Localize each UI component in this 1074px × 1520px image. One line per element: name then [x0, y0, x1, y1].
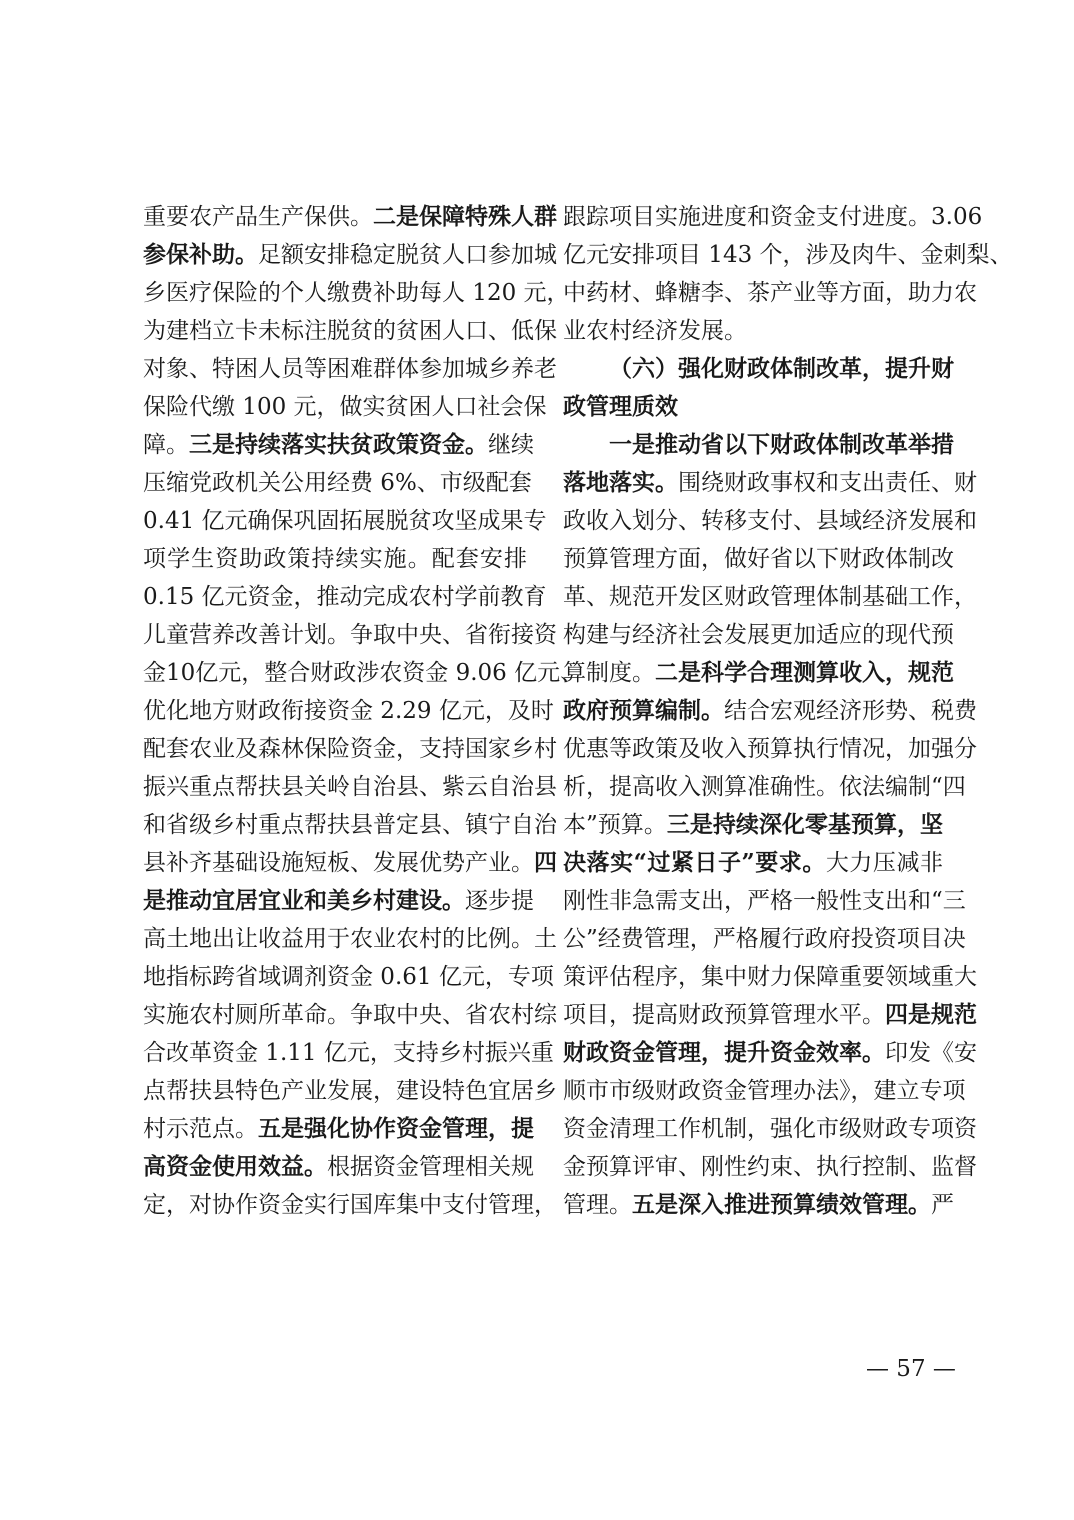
- left-column-line: [143, 730, 557, 768]
- text-run: 资金清理工作机制，强化市级财政专项资: [563, 1116, 977, 1142]
- text-run: 压缩党政机关公用经费 6%、市级配套: [143, 470, 532, 496]
- bold-text-run: 高资金使用效益。: [143, 1153, 327, 1180]
- left-column-line: [143, 426, 534, 464]
- right-text-column: [563, 198, 1013, 1224]
- right-column-line: [563, 882, 966, 920]
- text-run: 围绕财政事权和支出责任、财: [678, 470, 977, 496]
- text-run: 对象、特困人员等困难群体参加城乡养老: [143, 356, 557, 382]
- left-column-line: [143, 350, 557, 388]
- left-column-line: [143, 882, 534, 920]
- right-column-line: [563, 388, 943, 426]
- bold-text-run: 三是持续深化零基预算，坚: [666, 811, 944, 838]
- text-run: 继续: [488, 432, 534, 458]
- text-run: 重要农产品生产保供。: [143, 204, 373, 230]
- right-column-line: [563, 958, 977, 996]
- bold-text-run: 二是科学合理测算收入，规范: [655, 659, 954, 686]
- text-run: 中药材、蜂糖李、茶产业等方面，助力农: [563, 280, 977, 306]
- right-column-line: [563, 540, 954, 578]
- text-run: 村示范点。: [143, 1116, 258, 1142]
- left-column-line: [143, 578, 547, 616]
- text-run: 革、规范开发区财政管理体制基础工作，: [563, 584, 977, 610]
- bold-text-run: 四是规范: [885, 1001, 977, 1028]
- text-run: 定，对协作资金实行国库集中支付管理，: [143, 1192, 557, 1218]
- text-run: 金10亿元，整合财政涉农资金 9.06 亿元、: [143, 660, 584, 686]
- bold-text-run: （六）强化财政体制改革，提升财: [609, 355, 954, 382]
- text-run: 优化地方财政衔接资金 2.29 亿元，及时: [143, 698, 554, 724]
- left-column-line: [143, 274, 570, 312]
- right-column-line: [563, 198, 983, 236]
- right-column-line: [563, 464, 977, 502]
- text-run: 构建与经济社会发展更加适应的现代预: [563, 622, 954, 648]
- left-column-line: [143, 996, 557, 1034]
- bold-text-run: 财政资金管理，提升资金效率。: [563, 1039, 885, 1066]
- left-column-line: [143, 198, 557, 236]
- right-column-line: [563, 730, 977, 768]
- text-run: 点帮扶县特色产业发展，建设特色宜居乡: [143, 1078, 557, 1104]
- right-column-line: [563, 1186, 954, 1224]
- bold-text-run: 三是持续落实扶贫政策资金。: [189, 431, 488, 458]
- text-run: 预算管理方面，做好省以下财政体制改: [563, 546, 954, 572]
- left-column-line: [143, 312, 557, 350]
- bold-text-run: 参保补助。: [143, 241, 258, 268]
- left-column-line: [143, 692, 554, 730]
- right-column-line: [563, 996, 977, 1034]
- left-column-line: [143, 768, 557, 806]
- text-run: 项目，提高财政预算管理水平。: [563, 1002, 885, 1028]
- left-column-line: [143, 464, 532, 502]
- text-run: 严: [931, 1192, 954, 1218]
- bold-text-run: 政管理质效: [563, 393, 678, 420]
- text-run: 顺市市级财政资金管理办法》，建立专项: [563, 1078, 966, 1104]
- left-column-line: [143, 616, 557, 654]
- text-run: 0.15 亿元资金，推动完成农村学前教育: [143, 584, 547, 610]
- text-run: 业农村经济发展。: [563, 318, 747, 344]
- right-column-line: [563, 616, 954, 654]
- bold-text-run: 是推动宜居宜业和美乡村建设。: [143, 887, 465, 914]
- text-run: 地指标跨省域调剂资金 0.61 亿元，专项: [143, 964, 554, 990]
- text-run: 策评估程序，集中财力保障重要领域重大: [563, 964, 977, 990]
- left-text-column: [143, 198, 584, 1224]
- right-column-line: [563, 654, 954, 692]
- left-column-line: [143, 1148, 534, 1186]
- left-column-line: [143, 1110, 534, 1148]
- bold-text-run: 二是保障特殊人群: [373, 203, 557, 230]
- left-column-line: [143, 958, 554, 996]
- left-column-line: [143, 502, 547, 540]
- right-column-line: [563, 1072, 966, 1110]
- text-run: 障。: [143, 432, 189, 458]
- text-run: 公”经费管理，严格履行政府投资项目决: [563, 926, 966, 952]
- text-run: 算制度。: [563, 660, 655, 686]
- right-column-line: [563, 1034, 977, 1072]
- text-run: 振兴重点帮扶县关岭自治县、紫云自治县: [143, 774, 557, 800]
- text-run: 优惠等政策及收入预算执行情况，加强分: [563, 736, 977, 762]
- text-run: 印发《安: [885, 1040, 977, 1066]
- text-run: 合改革资金 1.11 亿元，支持乡村振兴重: [143, 1040, 554, 1066]
- text-run: 大力压减非: [825, 850, 943, 876]
- right-column-line: [563, 844, 943, 882]
- text-run: 和省级乡村重点帮扶县普定县、镇宁自治: [143, 812, 557, 838]
- right-column-line: [563, 312, 943, 350]
- right-column-line: [563, 502, 977, 540]
- bold-text-run: 五是深入推进预算绩效管理。: [632, 1191, 931, 1218]
- left-column-line: [143, 388, 547, 426]
- bold-text-run: 五是强化协作资金管理，提: [258, 1115, 534, 1142]
- text-run: 逐步提: [465, 888, 534, 914]
- text-run: 为建档立卡未标注脱贫的贫困人口、低保: [143, 318, 557, 344]
- right-column-line: [563, 274, 977, 312]
- text-run: 实施农村厕所革命。争取中央、省农村综: [143, 1002, 557, 1028]
- right-column-line: [563, 806, 943, 844]
- text-run: 高土地出让收益用于农业农村的比例。土: [143, 926, 557, 952]
- left-column-line: [143, 1186, 557, 1224]
- left-column-line: [143, 236, 557, 274]
- text-run: 政收入划分、转移支付、县域经济发展和: [563, 508, 977, 534]
- right-column-line: [563, 692, 977, 730]
- text-run: 项学生资助政策持续实施。配套安排: [143, 546, 527, 572]
- left-column-line: [143, 920, 557, 958]
- bold-text-run: 落地落实。: [563, 469, 678, 496]
- bold-text-run: 决落实“过紧日子”要求。: [563, 849, 826, 876]
- page-number: — 57 —: [866, 1356, 956, 1382]
- left-column-line: [143, 844, 557, 882]
- bold-text-run: 四: [534, 849, 557, 876]
- right-column-line: [563, 236, 1013, 274]
- text-run: 0.41 亿元确保巩固拓展脱贫攻坚成果专: [143, 508, 547, 534]
- text-run: 金预算评审、刚性约束、执行控制、监督: [563, 1154, 977, 1180]
- text-run: 配套农业及森林保险资金，支持国家乡村: [143, 736, 557, 762]
- right-column-line: [563, 350, 954, 388]
- right-column-line: [563, 578, 977, 616]
- text-run: 亿元安排项目 143 个，涉及肉牛、金刺梨、: [563, 242, 1013, 268]
- text-run: 乡医疗保险的个人缴费补助每人 120 元，: [143, 280, 570, 306]
- text-run: 保险代缴 100 元，做实贫困人口社会保: [143, 394, 547, 420]
- text-run: 跟踪项目实施进度和资金支付进度。3.06: [563, 204, 983, 230]
- text-run: 管理。: [563, 1192, 632, 1218]
- left-column-line: [143, 1072, 557, 1110]
- left-column-line: [143, 806, 557, 844]
- text-run: 本”预算。: [563, 812, 667, 838]
- text-run: 析，提高收入测算准确性。依法编制“四: [563, 774, 966, 800]
- right-column-line: [563, 920, 966, 958]
- left-column-line: [143, 654, 584, 692]
- text-run: 儿童营养改善计划。争取中央、省衔接资: [143, 622, 557, 648]
- text-run: 刚性非急需支出，严格一般性支出和“三: [563, 888, 966, 914]
- text-run: 根据资金管理相关规: [327, 1154, 534, 1180]
- text-run: 结合宏观经济形势、税费: [724, 698, 977, 724]
- right-column-line: [563, 1148, 977, 1186]
- right-column-line: [563, 426, 954, 464]
- left-column-line: [143, 1034, 554, 1072]
- text-run: 县补齐基础设施短板、发展优势产业。: [143, 850, 534, 876]
- bold-text-run: 一是推动省以下财政体制改革举措: [609, 431, 954, 458]
- left-column-line: [143, 540, 527, 578]
- text-run: 足额安排稳定脱贫人口参加城: [258, 242, 557, 268]
- right-column-line: [563, 1110, 977, 1148]
- bold-text-run: 政府预算编制。: [563, 697, 724, 724]
- right-column-line: [563, 768, 966, 806]
